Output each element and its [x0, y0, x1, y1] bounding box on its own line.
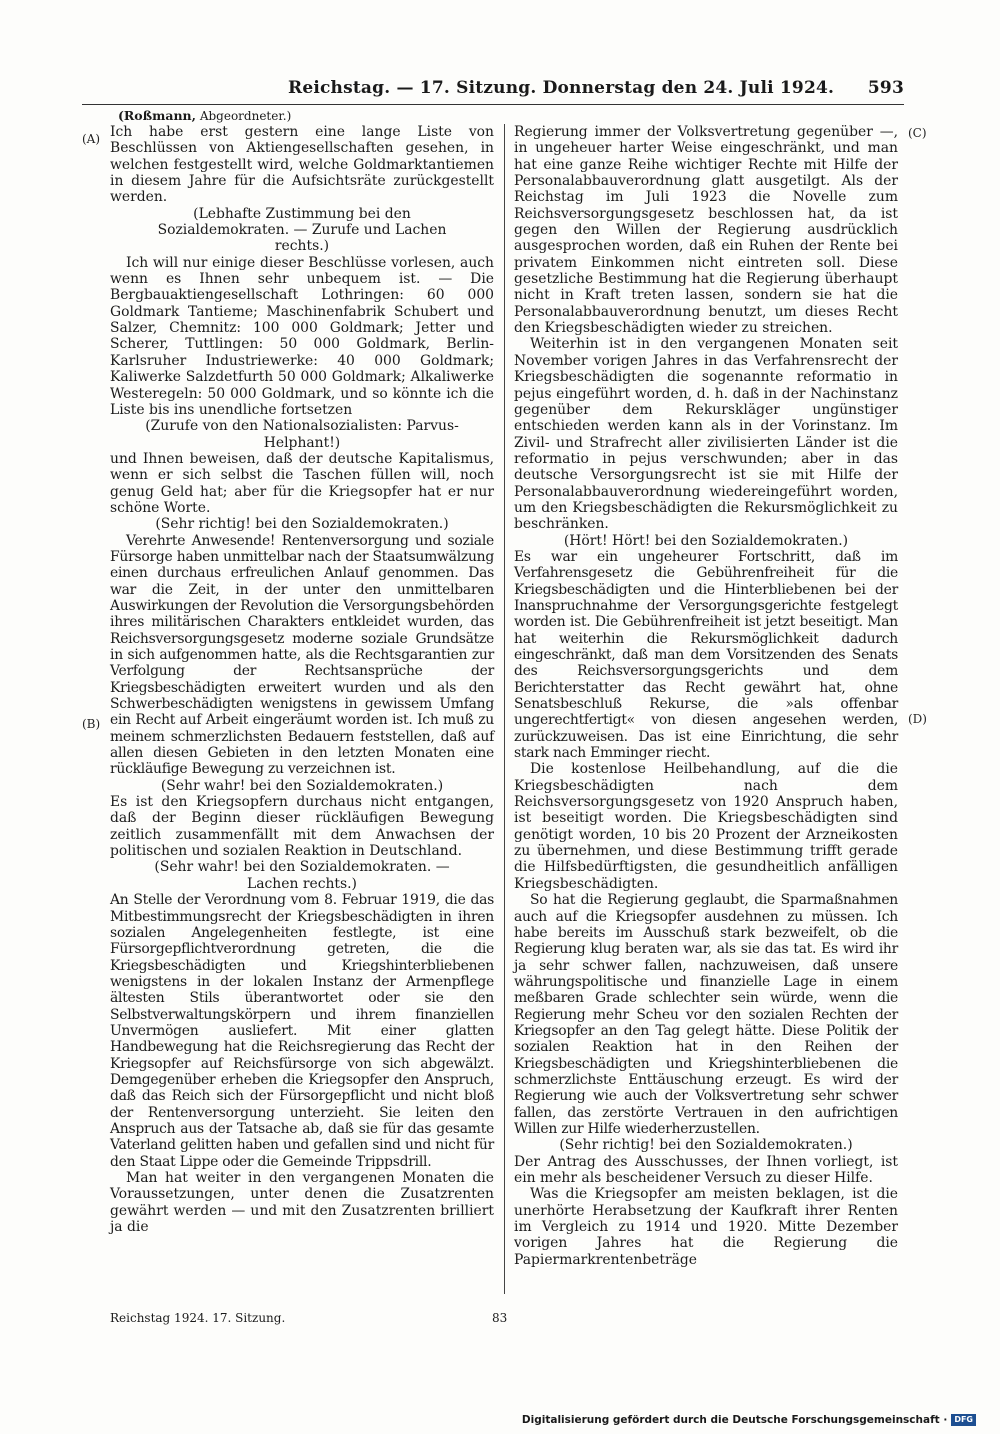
paragraph: Verehrte Anwesende! Rentenversorgung und soziale Fürsorge haben unmittelbar nach der Staatsumwälzung einen durchaus erfreulichen Anlauf genommen. Das war die Zeit, in der unter den unmittelbaren Auswirkungen der Revolution die Versorgungsbehörden ihres militärischen Charakters entkleidet wurden, das Reichsversorgungsgesetz moderne soziale Grundsätze in sich aufgenommen hatte, als die Rechtsgarantien zur Verfolgung der Rechtsansprüche der Kriegsbeschädigten erweitert wurden und als den Schwerbeschädigten wenigstens in gewissem Umfang ein Recht auf Arbeit eingeräumt worden ist. Ich muß zu meinem schmerzlichsten Bedauern feststellen, daß auf allen diesen Gebieten in den letzten Monaten eine rückläufige Bewegung zu verzeichnen ist.: [110, 532, 494, 778]
paragraph: Es ist den Kriegsopfern durchaus nicht entgangen, daß der Beginn dieser rückläufigen Bewegung zeitlich zusammenfällt mit dem Anwachsen der politischen und sozialen Reaktion in Deutschland.: [110, 794, 494, 860]
interjection: (Sehr wahr! bei den Sozialdemokraten.): [160, 777, 444, 794]
interjection: (Lebhafte Zustimmung bei den Sozialdemokraten. — Zurufe und Lachen rechts.): [157, 205, 447, 255]
paragraph: Ich will nur einige dieser Beschlüsse vorlesen, auch wenn es Ihnen sehr unbequem ist. — Die Bergbauaktiengesellschaft Lothringen: 60 000 Goldmark Tantieme; Maschinenfabrik Schubert und Salzer, Chemnitz: 100 000 Goldmark; Jetter und Scherer, Tuttlingen: 50 000 Goldmark, Berlin-Karlsruher Industriewerke: 40 000 Goldmark; Kaliwerke Salzdetfurth 50 000 Goldmark; Alkaliwerke Westeregeln: 50 000 Goldmark, und so könnte ich die Liste bis ins unendliche fortsetzen: [110, 254, 494, 418]
paragraph: Was die Kriegsopfer am meisten beklagen, ist die unerhörte Herabsetzung der Kaufkraft ihrer Renten im Vergleich zu 1914 und 1920. Mitte Dezember vorigen Jahres hat die Regierung die Papiermarkrentenbeträge: [514, 1186, 898, 1268]
header-title: Reichstag. — 17. Sitzung. Donnerstag den 24. Juli 1924.: [288, 78, 835, 98]
margin-marker-d: (D): [908, 712, 927, 726]
interjection: (Sehr richtig! bei den Sozialdemokraten.): [559, 1137, 853, 1154]
paragraph: An Stelle der Verordnung vom 8. Februar 1919, die das Mitbestimmungsrecht der Kriegsbeschädigten in ihren sozialen Angelegenheiten festlegte, ist eine Fürsorgepflichtverordnung getreten, die die Kriegsbeschädigten und Kriegshinterbliebenen wenigstens in der lokalen Instanz der Armenpflege ältesten Stils überantwortet oder sie den Selbstverwaltungskörpern und ihrem finanziellen Unvermögen ausliefert. Mit einer glatten Handbewegung hat die Reichsregierung das Recht der Kriegsopfer auf Reichsfürsorge von sich abgewälzt. Demgegenüber erheben die Kriegsopfer den Anspruch, daß das Reich sich der Fürsorgepflicht und nicht bloß der Rentenversorgung unterzieht. Sie leiten den Anspruch aus der Tatsache ab, daß sie für das gesamte Vaterland gelitten haben und gefallen sind und nicht für den Staat Lippe oder die Gemeinde Trippsdrill.: [110, 892, 494, 1170]
page-header: [82, 78, 904, 104]
paragraph: Regierung immer der Volksvertretung gegenüber —, in ungeheuer harter Weise eingeschränkt, und man hat eine ganze Reihe wichtiger Rechte mit Hilfe der Personalabbauverordnung glatt ausgetilgt. Als der Reichstag im Juli 1923 die Novelle zum Reichsversorgungsgesetz beschlossen hat, da ist gegen den Willen der Regierung ausdrücklich ausgesprochen worden, daß ein Ruhen der Rente bei privatem Einkommen nicht eintreten soll. Diese gesetzliche Bestimmung hat die Regierung überhaupt nicht in Kraft treten lassen, sondern sie hat die Personalabbauverordnung benutzt, um dieses Recht den Kriegsbeschädigten wieder zu streichen.: [514, 124, 898, 337]
interjection: (Sehr wahr! bei den Sozialdemokraten. — Lachen rechts.): [154, 859, 450, 892]
paragraph: Man hat weiter in den vergangenen Monaten die Voraussetzungen, unter denen die Zusatzrenten gewährt werden — und mit den Zusatzrenten brilliert ja die: [110, 1170, 494, 1236]
paragraph: Die kostenlose Heilbehandlung, auf die die Kriegsbeschädigten nach dem Reichsversorgungsgesetz von 1920 Anspruch haben, ist beseitigt worden. Die Kriegsbeschädigten sind genötigt worden, 10 bis 20 Prozent der Arzneikosten zu übernehmen, und diese Bestimmung trifft gerade die Hilfsbedürftigsten, die gesundheitlich anfälligen Kriegsbeschädigten.: [514, 761, 898, 892]
speaker-role: Abgeordneter.): [196, 109, 292, 123]
paragraph: Weiterhin ist in den vergangenen Monaten seit November vorigen Jahres in das Verfahrensrecht der Kriegsbeschädigten die sogenannte reformatio in pejus eingeführt worden, d. h. daß in der Nachinstanz gegenüber dem Rekurskläger ungünstiger entschieden werden kann als in der Vorinstanz. Im Zivil- und Strafrecht aller zivilisierten Länder ist die reformatio in pejus verschwunden; aber in das deutsche Versorgungsrecht ist sie mit Hilfe der Personalabbauverordnung wiedereingeführt worden, um den Kriegsbeschädigten die Rekursmöglichkeit zu beschränken.: [514, 336, 898, 533]
margin-marker-a: (A): [82, 132, 101, 146]
margin-marker-b: (B): [82, 717, 101, 731]
speaker-name: (Roßmann,: [118, 108, 196, 123]
credit-text: Digitalisierung gefördert durch die Deutsche Forschungsgemeinschaft ·: [521, 1414, 948, 1426]
header-rule: [82, 104, 904, 105]
digitization-credit: [522, 1414, 976, 1426]
paragraph: und Ihnen beweisen, daß der deutsche Kapitalismus, wenn er sich selbst die Taschen füllen will, noch genug Geld hat; aber für die Kriegsopfer hat er nur schöne Worte.: [110, 450, 494, 516]
right-column: [514, 124, 898, 1268]
interjection: (Hört! Hört! bei den Sozialdemokraten.): [563, 532, 849, 549]
interjection: (Sehr richtig! bei den Sozialdemokraten.): [155, 516, 449, 533]
left-column: [110, 124, 494, 1235]
column-divider: [504, 124, 505, 1294]
paragraph: So hat die Regierung geglaubt, die Sparmaßnahmen auch auf die Kriegsopfer ausdehnen zu müssen. Ich habe bereits im Ausschuß stark bezweifelt, ob die Regierung klug beraten war, als sie das tat. Es wird ihr ja sehr schwer fallen, nachzuweisen, daß unsere währungspolitische und finanzielle Lage in einem meßbaren Grade schlechter sein würde, wenn die Regierung mehr Scheu vor den sozialen Rechten der Kriegsopfer an den Tag gelegt hätte. Diese Politik der sozialen Reaktion hat in den Reihen der Kriegsbeschädigten und Kriegshinterbliebenen die schmerzlichste Enttäuschung erzeugt. Es wird der Regierung wie auch der Volksvertretung sehr schwer fallen, das zerstörte Vertrauen in den aufrichtigen Willen zur Hilfe wiederherzustellen.: [514, 892, 898, 1137]
margin-marker-c: (C): [908, 126, 927, 140]
footer-signature: 83: [492, 1311, 508, 1325]
paragraph: Es war ein ungeheurer Fortschritt, daß im Verfahrensgesetz die Gebührenfreiheit für die Kriegsbeschädigten und die Hinterbliebenen bei der Inanspruchnahme der Versorgungsgerichte festgelegt worden ist. Die Gebührenfreiheit ist jetzt beseitigt. Man hat weiterhin die Rekursmöglichkeit dadurch eingeschränkt, daß man dem Vorsitzenden des Senats des Reichsversorgungsgerichts und dem Berichterstatter das Recht gewährt hat, ohne Senatsbeschluß Rekurse, die »als offenbar ungerechtfertigt« von diesen angesehen werden, zurückzuweisen. Das ist eine Einrichtung, die sehr stark nach Emminger riecht.: [514, 548, 898, 762]
interjection: (Zurufe von den Nationalsozialisten: Parvus-Helphant!): [145, 418, 459, 451]
page-number: 593: [867, 78, 904, 98]
footer-citation: Reichstag 1924. 17. Sitzung.: [110, 1311, 286, 1325]
paragraph: Der Antrag des Ausschusses, der Ihnen vorliegt, ist ein mehr als bescheidener Versuch zu dieser Hilfe.: [514, 1153, 898, 1186]
dfg-logo-icon: DFG: [951, 1414, 976, 1426]
paragraph: Ich habe erst gestern eine lange Liste von Beschlüssen von Aktiengesellschaften gesehen, in welchen festgestellt wird, welche Goldmarktantiemen in diesem Jahre für die Aufsichtsräte zurückgestellt werden.: [110, 124, 494, 206]
speaker-line: [118, 108, 291, 123]
